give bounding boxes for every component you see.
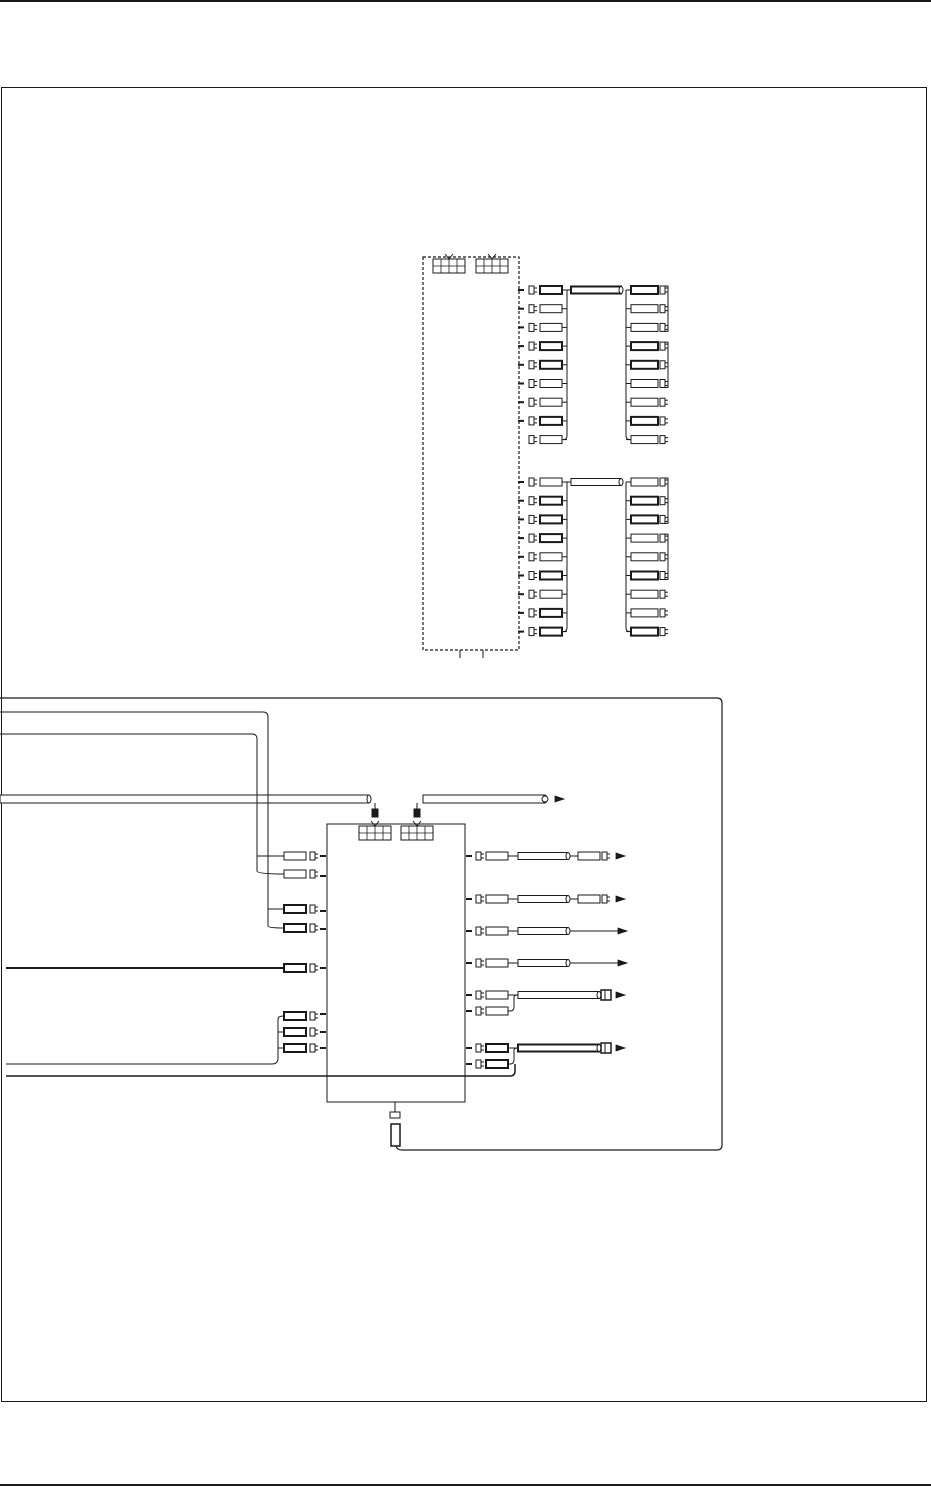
right-plug <box>660 286 668 294</box>
output-component <box>486 1007 508 1015</box>
cable-body <box>0 795 369 803</box>
plug-body <box>660 553 665 561</box>
output-plug <box>476 927 484 935</box>
left-component <box>540 398 562 406</box>
left-component <box>540 305 562 313</box>
cable-body <box>518 1045 599 1052</box>
plug-body <box>529 534 534 542</box>
left-plug <box>529 305 537 313</box>
ground-terminal <box>390 1112 400 1118</box>
right-component <box>631 342 658 350</box>
right-component <box>631 323 658 331</box>
left-plug <box>529 342 537 350</box>
cable-end <box>566 928 570 935</box>
plug-body <box>529 361 534 369</box>
left-component <box>540 323 562 331</box>
right-component <box>631 417 658 425</box>
cable-end <box>367 795 371 803</box>
output-plug <box>476 1044 484 1052</box>
output-row <box>466 852 625 860</box>
right-component <box>631 572 658 580</box>
plug-body <box>660 515 665 523</box>
plug-body <box>310 905 315 913</box>
output-plug <box>476 959 484 967</box>
left-component <box>540 553 562 561</box>
right-component <box>631 398 658 406</box>
upper-group-2 <box>518 478 668 636</box>
left-plug <box>529 609 537 617</box>
left-plug <box>529 323 537 331</box>
right-component <box>631 515 658 523</box>
left-plug <box>529 361 537 369</box>
upper-module <box>423 254 668 658</box>
output-cable <box>518 960 570 967</box>
plug-body <box>529 628 534 636</box>
plug-body <box>310 924 315 932</box>
left-component <box>540 286 562 294</box>
input-component <box>284 1028 306 1036</box>
output-component <box>486 991 508 999</box>
left-component <box>540 497 562 505</box>
plug-body <box>660 342 665 350</box>
output-cable <box>518 928 570 935</box>
trunk-plug <box>372 809 378 817</box>
right-plug <box>660 515 668 523</box>
cable-body <box>423 795 545 803</box>
right-plug <box>660 417 668 425</box>
right-component <box>631 361 658 369</box>
right-component <box>631 305 658 313</box>
left-component <box>540 572 562 580</box>
plug-body <box>602 852 607 860</box>
left-component <box>540 534 562 542</box>
left-plug <box>529 534 537 542</box>
trunk-plug <box>414 809 420 817</box>
cable-body <box>518 896 568 903</box>
left-component <box>540 478 562 486</box>
right-plug <box>660 342 668 350</box>
left-component <box>540 417 562 425</box>
input-component <box>284 924 306 932</box>
arrow-head <box>616 992 625 998</box>
output-component <box>578 895 600 903</box>
plug-body <box>476 1044 481 1052</box>
end-cap <box>601 1043 611 1053</box>
right-plug <box>660 436 668 444</box>
arrow-head <box>555 796 564 802</box>
cable-end <box>566 896 570 903</box>
input-component <box>284 870 306 878</box>
trunk-cable-in <box>0 795 371 803</box>
plug-body <box>660 590 665 598</box>
cable-body <box>571 479 621 486</box>
left-component <box>540 628 562 636</box>
input-component <box>284 852 306 860</box>
plug-body <box>476 991 481 999</box>
plug-body <box>529 590 534 598</box>
plug-body <box>529 478 534 486</box>
plug-body <box>476 927 481 935</box>
right-component <box>631 436 658 444</box>
harness-loop <box>0 698 722 1150</box>
right-plug <box>660 497 668 505</box>
arrow-head <box>616 1045 625 1051</box>
cable-end <box>619 287 623 294</box>
output-cable <box>518 992 601 999</box>
plug-body <box>476 852 481 860</box>
plug-body <box>529 497 534 505</box>
right-plug <box>660 323 668 331</box>
plug-body <box>310 852 315 860</box>
left-component <box>540 609 562 617</box>
plug-body <box>660 628 665 636</box>
output-component <box>486 927 508 935</box>
left-plug <box>529 417 537 425</box>
plug-body <box>529 342 534 350</box>
plug-body <box>476 959 481 967</box>
output-component <box>578 852 600 860</box>
output-cable <box>518 896 570 903</box>
input-row <box>284 1044 326 1052</box>
input-row <box>284 1012 326 1020</box>
plug-body <box>660 534 665 542</box>
left-plug <box>529 380 537 388</box>
plug-body <box>310 1012 315 1020</box>
input-wire <box>0 734 284 874</box>
arrow-head <box>618 928 627 934</box>
input-plug <box>310 1012 318 1020</box>
arrow-head <box>618 960 627 966</box>
output-plug <box>476 991 484 999</box>
output-row <box>466 927 627 935</box>
input-row <box>284 964 326 972</box>
plug-body <box>660 323 665 331</box>
plug-body <box>476 895 481 903</box>
input-component <box>284 964 306 972</box>
input-plug <box>310 905 318 913</box>
input-plug <box>310 924 318 932</box>
output-component <box>486 1060 508 1068</box>
plug-body <box>476 1007 481 1015</box>
plug-body <box>660 572 665 580</box>
right-component <box>631 609 658 617</box>
ground-strap <box>391 1124 400 1146</box>
left-component <box>540 361 562 369</box>
output-plug <box>476 1007 484 1015</box>
plug-body <box>529 380 534 388</box>
output-plug <box>476 1060 484 1068</box>
end-cap <box>601 990 611 1000</box>
input-row <box>284 852 326 860</box>
output-component <box>486 852 508 860</box>
right-plug <box>660 572 668 580</box>
input-component <box>284 905 306 913</box>
cable-end <box>566 853 570 860</box>
plug-body <box>529 398 534 406</box>
cable-end <box>566 960 570 967</box>
plug-body <box>529 436 534 444</box>
output-cable <box>518 853 570 860</box>
left-component <box>540 342 562 350</box>
plug-body <box>310 870 315 878</box>
plug-body <box>529 553 534 561</box>
group-harness <box>571 479 623 486</box>
cable-body <box>518 928 568 935</box>
lower-module-housing <box>327 824 465 1102</box>
input-row <box>284 1028 326 1036</box>
input-row <box>284 924 326 932</box>
input-plug <box>310 852 318 860</box>
right-component <box>631 628 658 636</box>
trunk-end <box>542 796 548 802</box>
plug-body <box>529 286 534 294</box>
plug-body <box>660 305 665 313</box>
input-component <box>284 1012 306 1020</box>
plug-body <box>660 380 665 388</box>
plug-body <box>660 478 665 486</box>
input-plug <box>310 1044 318 1052</box>
input-plug <box>310 1028 318 1036</box>
left-plug <box>529 628 537 636</box>
right-plug <box>660 380 668 388</box>
plug-body <box>660 286 665 294</box>
plug-body <box>310 1028 315 1036</box>
return-wire <box>6 1064 515 1076</box>
left-component <box>540 515 562 523</box>
right-plug <box>660 534 668 542</box>
plug-body <box>529 572 534 580</box>
output-component <box>486 959 508 967</box>
output-plug <box>602 852 610 860</box>
output-plug <box>476 895 484 903</box>
output-cable <box>518 1045 601 1052</box>
input-wire <box>6 1016 284 1064</box>
input-plug <box>310 964 318 972</box>
right-component <box>631 380 658 388</box>
output-row <box>466 1043 625 1053</box>
right-plug <box>660 553 668 561</box>
plug-body <box>529 417 534 425</box>
left-component <box>540 380 562 388</box>
plug-body <box>660 398 665 406</box>
input-plug <box>310 870 318 878</box>
left-plug <box>529 553 537 561</box>
output-wire <box>508 1048 518 1064</box>
cable-body <box>518 992 599 999</box>
plug-body <box>660 361 665 369</box>
plug-body <box>529 323 534 331</box>
right-component <box>631 478 658 486</box>
group-harness <box>571 287 623 294</box>
cable-end <box>619 479 623 486</box>
right-plug <box>660 478 668 486</box>
cable-body <box>518 853 568 860</box>
trunk-cable-out <box>423 795 547 803</box>
right-plug <box>660 609 668 617</box>
plug-body <box>310 1044 315 1052</box>
plug-body <box>602 895 607 903</box>
lower-module <box>0 698 722 1150</box>
plug-body <box>660 417 665 425</box>
right-component <box>631 553 658 561</box>
left-plug <box>529 286 537 294</box>
plug-body <box>529 305 534 313</box>
right-plug <box>660 628 668 636</box>
upper-module-housing <box>423 257 519 650</box>
right-plug <box>660 398 668 406</box>
output-row <box>466 990 625 1000</box>
left-plug <box>529 478 537 486</box>
plug-body <box>660 497 665 505</box>
left-component <box>540 590 562 598</box>
input-component <box>284 1044 306 1052</box>
output-component <box>486 895 508 903</box>
left-plug <box>529 436 537 444</box>
left-component <box>540 436 562 444</box>
left-plug <box>529 398 537 406</box>
cable-body <box>571 287 621 294</box>
left-plug <box>529 515 537 523</box>
output-row <box>466 959 627 967</box>
output-row <box>466 895 625 903</box>
left-plug <box>529 497 537 505</box>
upper-group-1 <box>518 286 668 444</box>
output-wire <box>508 995 518 1011</box>
arrow-head <box>616 896 625 902</box>
input-wire <box>0 712 284 928</box>
input-row <box>284 905 326 913</box>
plug-body <box>660 609 665 617</box>
input-row <box>284 870 326 878</box>
output-plug <box>476 852 484 860</box>
output-component <box>486 1044 508 1052</box>
plug-body <box>310 964 315 972</box>
cable-body <box>518 960 568 967</box>
arrow-head <box>616 853 625 859</box>
right-plug <box>660 361 668 369</box>
left-plug <box>529 590 537 598</box>
right-component <box>631 497 658 505</box>
left-plug <box>529 572 537 580</box>
right-component <box>631 286 658 294</box>
plug-body <box>660 436 665 444</box>
right-component <box>631 534 658 542</box>
output-plug <box>602 895 610 903</box>
plug-body <box>529 515 534 523</box>
right-plug <box>660 305 668 313</box>
right-plug <box>660 590 668 598</box>
plug-body <box>476 1060 481 1068</box>
plug-body <box>529 609 534 617</box>
right-component <box>631 590 658 598</box>
